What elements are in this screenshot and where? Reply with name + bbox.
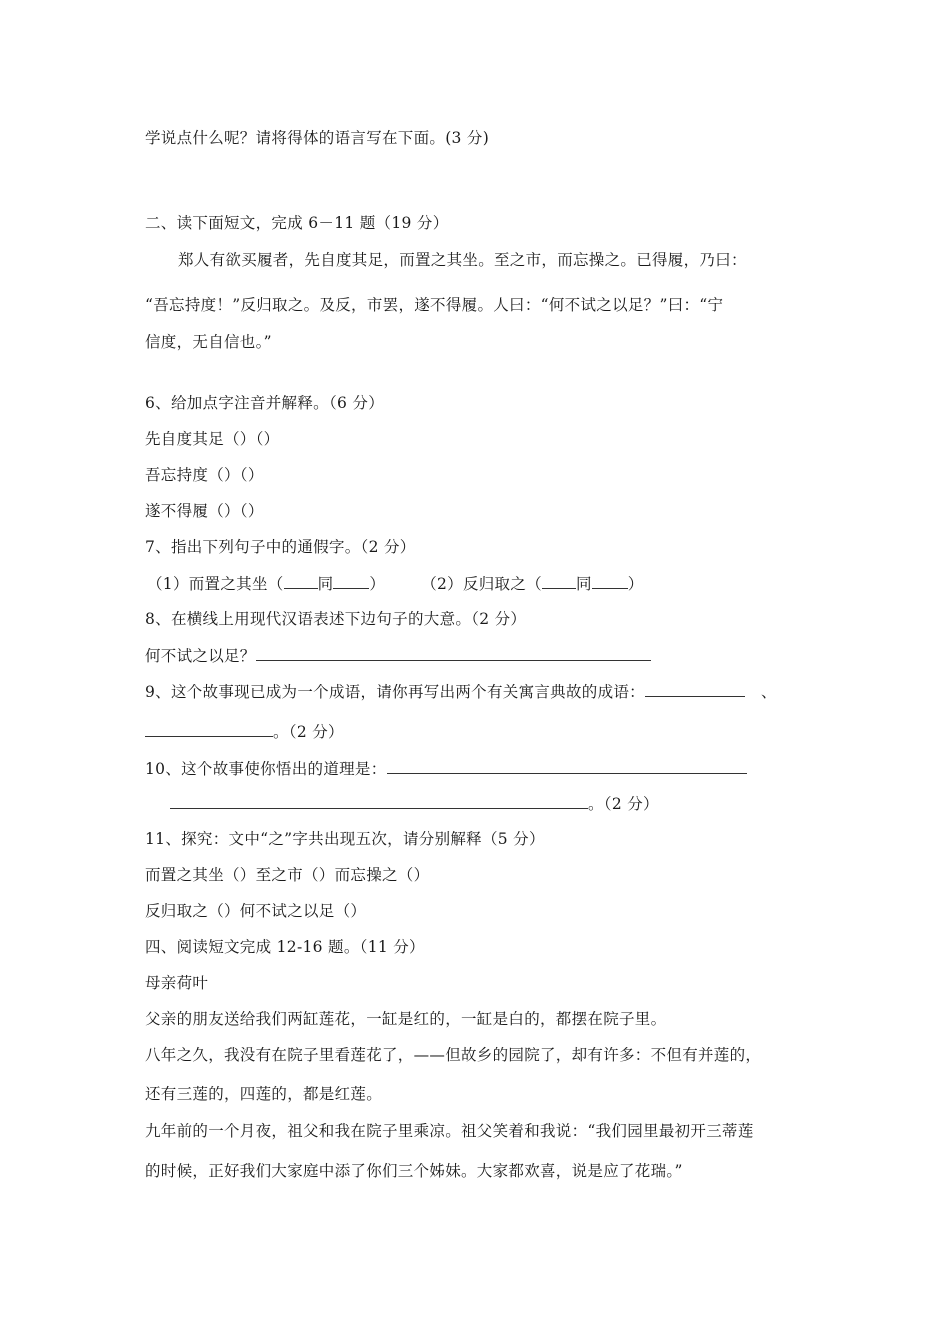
question-6-item-1: 先自度其足（）（） — [145, 430, 280, 448]
q7-blank-3[interactable] — [542, 572, 576, 589]
question-7: 7、指出下列句子中的通假字。（2 分） — [145, 538, 416, 556]
question-8-item — [145, 644, 651, 667]
question-9 — [145, 680, 777, 703]
question-6-item-2: 吾忘持度（）（） — [145, 466, 264, 484]
q10-blank-2[interactable] — [170, 792, 588, 809]
q9-score: 。（2 分） — [273, 723, 344, 741]
question-6-item-3: 遂不得履（）（） — [145, 502, 264, 520]
article-paragraph-2-line-2: 还有三莲的，四莲的，都是红莲。 — [145, 1085, 383, 1103]
question-10-line-2 — [170, 792, 659, 815]
question-11: 11、探究：文中“之”字共出现五次，请分别解释（5 分） — [145, 830, 545, 848]
q10-blank-1[interactable] — [387, 757, 747, 774]
question-11-items-2: 反归取之（）何不试之以足（） — [145, 902, 367, 920]
q7-blank-1[interactable] — [284, 572, 318, 589]
q7-item-2-close: ） — [627, 575, 644, 593]
q7-item-2-text: （2）反归取之（ — [421, 575, 542, 593]
q10-score: 。（2 分） — [588, 795, 659, 813]
passage-line-1: 郑人有欲买履者，先自度其足，而置之其坐。至之市，而忘操之。已得履，乃曰： — [178, 251, 747, 269]
article-paragraph-3-line-2: 的时候，正好我们大家庭中添了你们三个姊妹。大家都欢喜，说是应了花瑞。” — [145, 1162, 683, 1180]
question-6: 6、给加点字注音并解释。（6 分） — [145, 394, 385, 412]
q7-item-1-text: （1）而置之其坐（ — [147, 575, 284, 593]
q9-text: 9、这个故事现已成为一个成语，请你再写出两个有关寓言典故的成语： — [145, 683, 645, 701]
section-heading-2: 二、读下面短文，完成 6－11 题（19 分） — [145, 214, 449, 232]
question-10 — [145, 757, 747, 780]
q7-item-2-tong: 同 — [575, 575, 592, 593]
q8-answer-blank[interactable] — [256, 644, 651, 661]
passage-line-3: 信度，无自信也。” — [145, 333, 272, 351]
q8-sentence: 何不试之以足？ — [145, 647, 256, 665]
q9-blank-1[interactable] — [645, 680, 745, 697]
question-8: 8、在横线上用现代汉语表述下边句子的大意。（2 分） — [145, 610, 527, 628]
question-11-items-1: 而置之其坐（）至之市（）而忘操之（） — [145, 866, 430, 884]
q10-text: 10、这个故事使你悟出的道理是： — [145, 760, 387, 778]
article-paragraph-2-line-1: 八年之久，我没有在院子里看莲花了，——但故乡的园院了，却有许多：不但有并莲的， — [145, 1046, 762, 1064]
continued-question-text: 学说点什么呢？请将得体的语言写在下面。(3 分) — [145, 129, 490, 147]
q7-blank-2[interactable] — [333, 572, 369, 589]
q9-blank-2[interactable] — [145, 720, 273, 737]
article-title: 母亲荷叶 — [145, 974, 209, 992]
article-paragraph-3-line-1: 九年前的一个月夜，祖父和我在院子里乘凉。祖父笑着和我说：“我们园里最初开三蒂莲 — [145, 1122, 754, 1140]
q7-item-1-close: ） — [369, 575, 386, 593]
section-heading-4: 四、阅读短文完成 12-16 题。（11 分） — [145, 938, 425, 956]
question-9-line-2 — [145, 720, 344, 743]
passage-line-2: “吾忘持度！”反归取之。及反，市罢，遂不得履。人曰：“何不试之以足？”曰：“宁 — [145, 296, 724, 314]
question-7-items — [147, 572, 644, 595]
article-paragraph-1: 父亲的朋友送给我们两缸莲花，一缸是红的，一缸是白的，都摆在院子里。 — [145, 1010, 667, 1028]
q7-item-1-tong: 同 — [317, 575, 334, 593]
q7-blank-4[interactable] — [592, 572, 628, 589]
q9-separator: 、 — [760, 683, 777, 701]
